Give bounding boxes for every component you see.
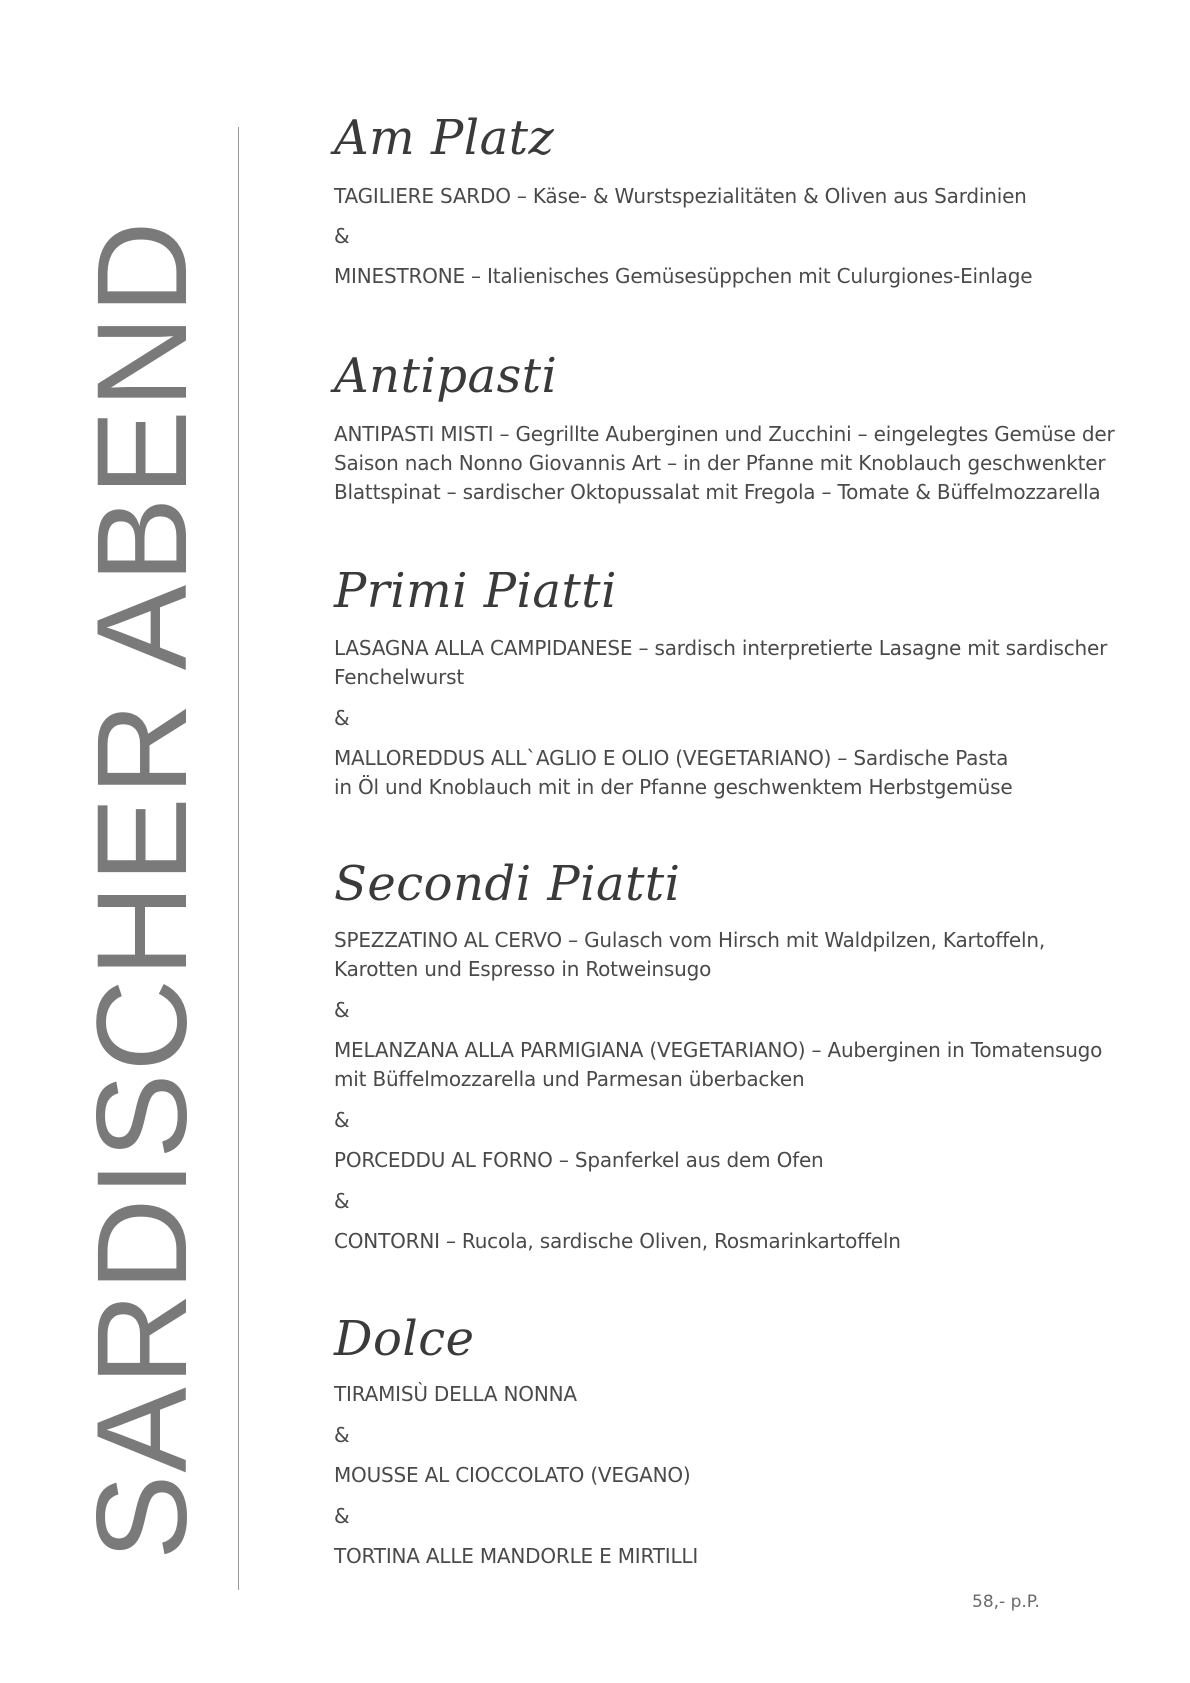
ampersand-separator: & xyxy=(334,1423,350,1447)
menu-item-line: MOUSSE AL CIOCCOLATO (VEGANO) xyxy=(334,1463,691,1487)
menu-item-line: MINESTRONE – Italienisches Gemüsesüppchen mit Culurgiones-Einlage xyxy=(334,264,1033,288)
menu-item-line: ANTIPASTI MISTI – Gegrillte Auberginen und Zucchini – eingelegtes Gemüse der xyxy=(334,422,1115,446)
ampersand-separator: & xyxy=(334,224,350,248)
menu-item-line: LASAGNA ALLA CAMPIDANESE – sardisch interpretierte Lasagne mit sardischer xyxy=(334,636,1108,660)
price-per-person: 58,- p.P. xyxy=(972,1592,1040,1612)
menu-item-line: Blattspinat – sardischer Oktopussalat mit Fregola – Tomate & Büffelmozzarella xyxy=(334,480,1101,504)
section-title-am-platz: Am Platz xyxy=(334,110,555,166)
menu-item-line: Karotten und Espresso in Rotweinsugo xyxy=(334,957,712,981)
ampersand-separator: & xyxy=(334,998,350,1022)
section-title-dolce: Dolce xyxy=(334,1311,475,1367)
menu-item-line: MALLOREDDUS ALL`AGLIO E OLIO (VEGETARIANO) – Sardische Pasta xyxy=(334,746,1009,770)
side-title: SARDISCHER ABEND xyxy=(71,219,214,1560)
menu-item-line: in Öl und Knoblauch mit in der Pfanne geschwenktem Herbstgemüse xyxy=(334,775,1013,799)
menu-item-line: SPEZZATINO AL CERVO – Gulasch vom Hirsch mit Waldpilzen, Kartoffeln, xyxy=(334,928,1046,952)
menu-item-line: TIRAMISÙ DELLA NONNA xyxy=(334,1382,577,1406)
section-title-antipasti: Antipasti xyxy=(334,348,558,404)
section-title-primi-piatti: Primi Piatti xyxy=(334,563,617,619)
menu-item-line: PORCEDDU AL FORNO – Spanferkel aus dem Ofen xyxy=(334,1148,824,1172)
menu-item-line: Fenchelwurst xyxy=(334,665,465,689)
ampersand-separator: & xyxy=(334,1189,350,1213)
vertical-divider xyxy=(238,127,239,1590)
menu-item-line: Saison nach Nonno Giovannis Art – in der Pfanne mit Knoblauch geschwenkter xyxy=(334,451,1106,475)
ampersand-separator: & xyxy=(334,1504,350,1528)
menu-item-line: TORTINA ALLE MANDORLE E MIRTILLI xyxy=(334,1544,699,1568)
menu-item-line: MELANZANA ALLA PARMIGIANA (VEGETARIANO) – Auberginen in Tomatensugo xyxy=(334,1038,1103,1062)
menu-item-line: mit Büffelmozzarella und Parmesan überbacken xyxy=(334,1067,805,1091)
ampersand-separator: & xyxy=(334,706,350,730)
ampersand-separator: & xyxy=(334,1108,350,1132)
section-title-secondi-piatti: Secondi Piatti xyxy=(334,856,681,912)
menu-item-line: TAGILIERE SARDO – Käse- & Wurstspezialitäten & Oliven aus Sardinien xyxy=(334,184,1027,208)
menu-item-line: CONTORNI – Rucola, sardische Oliven, Rosmarinkartoffeln xyxy=(334,1229,901,1253)
